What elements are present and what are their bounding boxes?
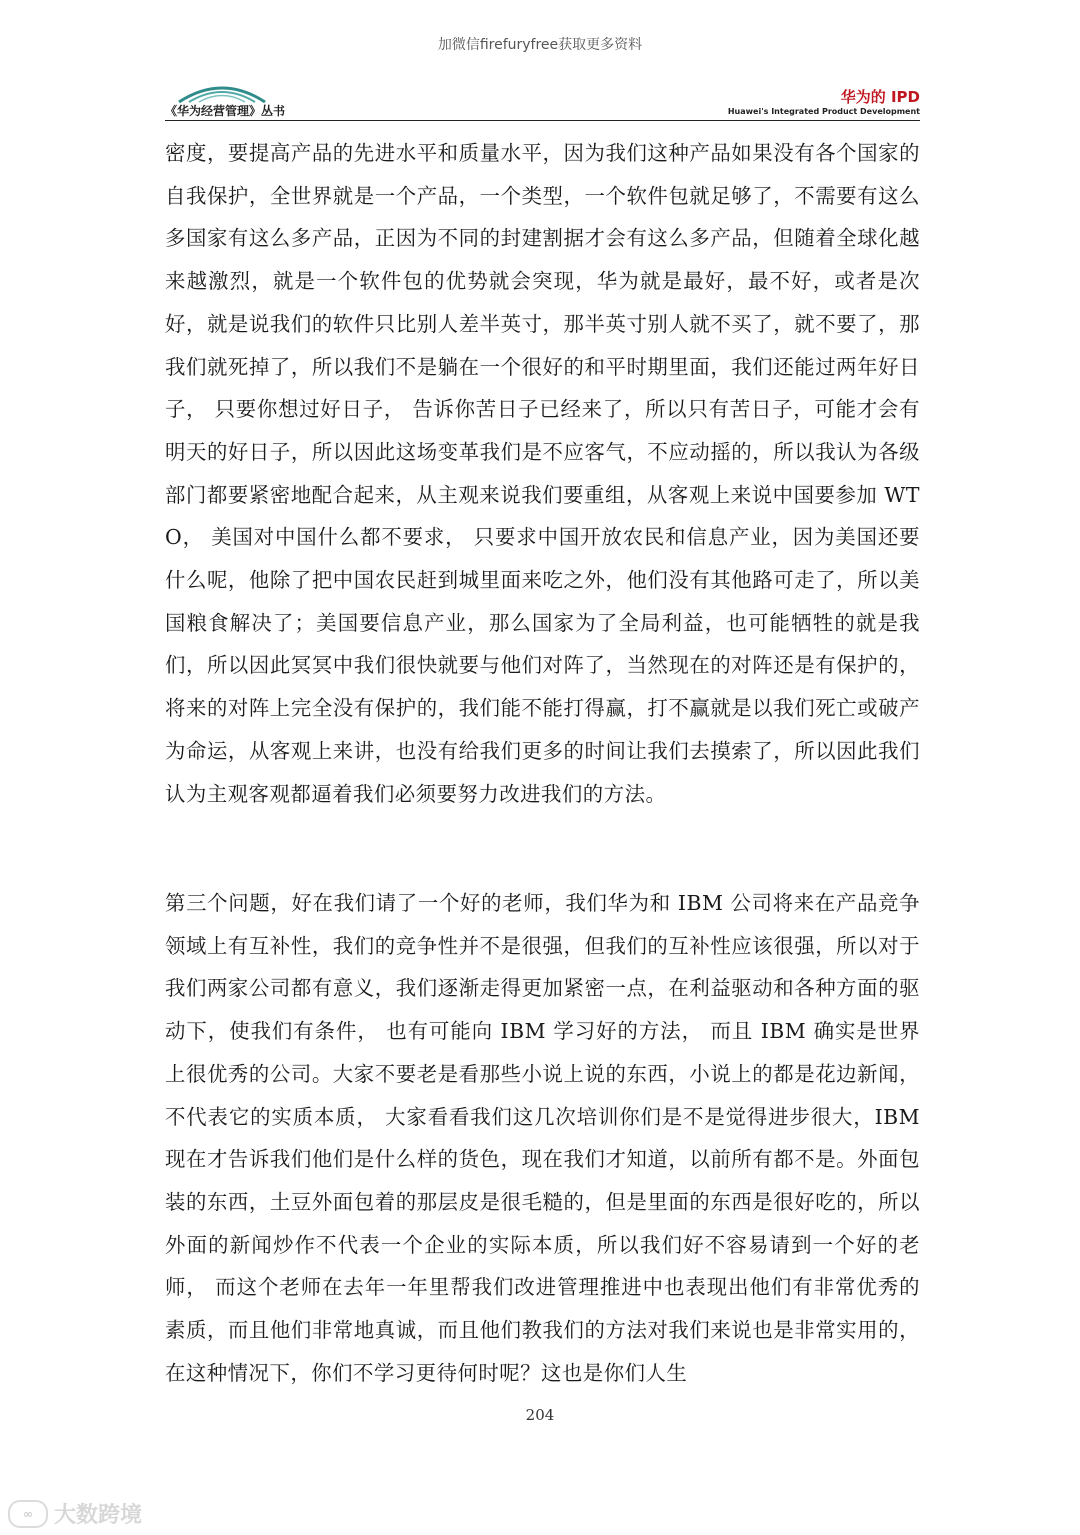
top-note: 加微信firefuryfree获取更多资料 — [437, 37, 643, 53]
page-number: 204 — [525, 1406, 555, 1424]
brand-subtitle: Huawei's Integrated Product Development — [727, 107, 920, 116]
series-title: 《华为经营管理》丛书 — [165, 104, 286, 118]
brand-title: 华为的 IPD — [840, 88, 920, 106]
watermark-text: 大数跨境 — [54, 1503, 143, 1528]
page-header — [165, 76, 920, 122]
paragraph-1: 密度，要提高产品的先进水平和质量水平，因为我们这种产品如果没有各个国家的自我保护，全世界就是一个产品，一个类型，一个软件包就足够了，不需要有这么多国家有这么多产品，正因为不同的封建割据才会有这么多产品，但随着全球化越来越激烈，就是一个软件包的优势就会突现，华为就是最好，最不好，或者是次好，就是说我们的软件只比别人差半英寸，那半英寸别人就不买了，就不要了，那我们就死掉了，所以我们不是躺在一个很好的和平时期里面，我们还能过两年好日子， 只要你想过好日子， 告诉你苦日子已经来了，所以只有苦日子，可能才会有明天的好日子，所以因此这场变革我们是不应客气，不应动摇的，所以我认为各级部门都要紧密地配合起来，从主观来说我们要重组，从客观上来说中国要参加 WTO， 美国对中国什么都不要求， 只要求中国开放农民和信息产业，因为美国还要什么呢，他除了把中国农民赶到城里面来吃之外，他们没有其他路可走了，所以美国粮食解决了；美国要信息产业，那么国家为了全局利益，也可能牺牲的就是我们，所以因此冥冥中我们很快就要与他们对阵了，当然现在的对阵还是有保护的，将来的对阵上完全没有保护的，我们能不能打得赢，打不赢就是以我们死亡或破产为命运，从客观上来讲，也没有给我们更多的时间让我们去摸索了，所以因此我们认为主观客观都逼着我们必须要努力改进我们的方法。 — [165, 141, 920, 806]
watermark-logo-icon: ∞ — [8, 1500, 48, 1528]
header-rule — [165, 120, 920, 121]
paragraph-2: 第三个问题，好在我们请了一个好的老师，我们华为和 IBM 公司将来在产品竞争领域上有互补性，我们的竞争性并不是很强，但我们的互补性应该很强，所以对于我们两家公司都有意义，我们逐渐走得更加紧密一点，在利益驱动和各种方面的驱动下，使我们有条件， 也有可能向 IBM 学习好的方法， 而且 IBM 确实是世界上很优秀的公司。大家不要老是看那些小说上说的东西，小说上的都是花边新闻， 不代表它的实质本质， 大家看看我们这几次培训你们是不是觉得进步很大，IBM 现在才告诉我们他们是什么样的货色，现在我们才知道，以前所有都不是。外面包装的东西，土豆外面包着的那层皮是很毛糙的，但是里面的东西是很好吃的，所以外面的新闻炒作不代表一个企业的实际本质，所以我们好不容易请到一个好的老师， 而这个老师在去年一年里帮我们改进管理推进中也表现出他们有非常优秀的素质，而且他们非常地真诚，而且他们教我们的方法对我们来说也是非常实用的，在这种情况下，你们不学习更待何时呢？这也是你们人生 — [165, 891, 920, 1385]
watermark — [8, 1498, 142, 1529]
